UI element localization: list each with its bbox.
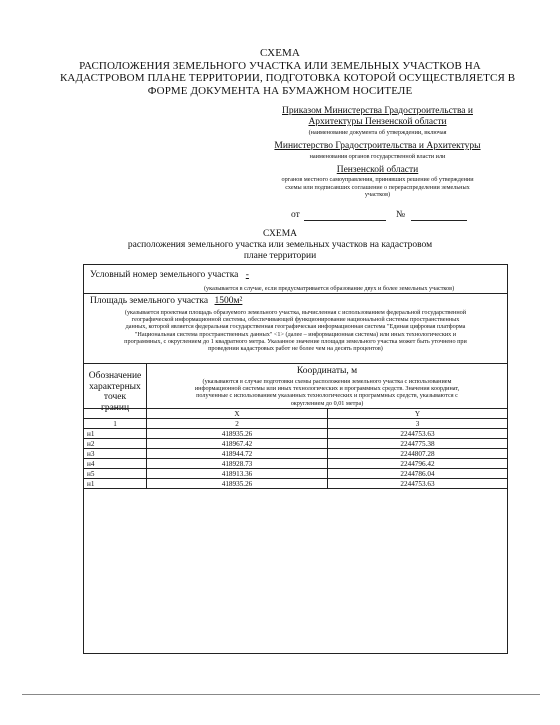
y-value: 2244786.04 [328, 469, 508, 479]
x-header: X [147, 409, 328, 419]
area-note: (указывается проектная площадь образуемого земельного участка, вычисленная с использованием федеральной государственной географической информационной системы, обеспечивающей функционирование национальной системы пространственных данных, которой является федеральная государственная географическая информационная система "Единая цифровая платформа "Национальная система пространственных данных" <1> (далее – информационная система) или иных технологических и программных, с округлением до 1 квадратного метра. Указанное значение площади земельного участка может быть уточнено при проведении кадастровых работ не более чем на десять процентов) [124, 309, 467, 353]
y-value: 2244807.28 [328, 449, 508, 459]
title-line: РАСПОЛОЖЕНИЯ ЗЕМЕЛЬНОГО УЧАСТКА ИЛИ ЗЕМЕЛЬНЫХ УЧАСТКОВ НА [79, 59, 481, 72]
region-name: Пензенской области [336, 165, 419, 176]
coords-table [83, 408, 508, 489]
conditional-number-label: Условный номер земельного участка - [90, 270, 249, 280]
order-line: Архитектуры Пензенской области [308, 117, 447, 127]
conditional-number-value: - [245, 270, 249, 280]
point-label: н4 [84, 459, 147, 469]
y-value: 2244753.63 [328, 479, 508, 489]
column-number: 2 [147, 419, 328, 429]
schema-line: расположения земельного участка или земельных участков на кадастровом [127, 240, 433, 250]
table-row [84, 459, 508, 469]
region-note: участков) [364, 190, 391, 198]
approval-block [250, 106, 505, 198]
y-value: 2244796.42 [328, 459, 508, 469]
schema-word: СХЕМА [262, 229, 298, 239]
schema-line: плане территории [243, 251, 317, 261]
title-line: КАДАСТРОВОМ ПЛАНЕ ТЕРРИТОРИИ, ПОДГОТОВКА КОТОРОЙ ОСУЩЕСТВЛЯЕТСЯ В [60, 72, 516, 84]
area-label: Площадь земельного участка 1500м² [90, 296, 243, 306]
order-line: Приказом Министерства Градостроительства и [282, 106, 473, 116]
x-value: 418935.26 [147, 479, 328, 489]
schema-title [60, 229, 500, 262]
coords-note: (указываются в случае подготовки схемы расположения земельного участка с использованием информационной системы или иных технологических и программных средств. Значения координат, полученные с использованием указанных технологических и программных средств, указываются с округлением до 0,01 метра) [194, 378, 460, 407]
x-value: 418935.26 [147, 429, 328, 439]
point-label: н2 [84, 439, 147, 449]
divider [84, 293, 507, 294]
date-prefix: от [291, 210, 300, 220]
title-word: СХЕМА [260, 47, 300, 59]
number-blank [411, 220, 467, 221]
region-note: органов местного самоуправления, принявших решение об утверждении [281, 176, 474, 184]
document-title [60, 47, 516, 97]
coords-title: Координаты, м [296, 366, 358, 376]
table-row [84, 419, 508, 429]
area-value: 1500м² [214, 296, 243, 306]
conditional-number-note: (указывается в случае, если предусматривается образование двух и более земельных участков) [204, 285, 455, 292]
column-number: 1 [84, 419, 147, 429]
coords-table-wrap [83, 408, 508, 489]
table-row [84, 439, 508, 449]
x-value: 418967.42 [147, 439, 328, 449]
page-bottom-rule [22, 694, 540, 695]
divider [84, 363, 507, 364]
x-value: 418913.36 [147, 469, 328, 479]
x-value: 418944.72 [147, 449, 328, 459]
table-row [84, 469, 508, 479]
title-line: ФОРМЕ ДОКУМЕНТА НА БУМАЖНОМ НОСИТЕЛЕ [147, 84, 413, 97]
form-box [83, 264, 508, 654]
y-value: 2244775.38 [328, 439, 508, 449]
x-value: 418928.73 [147, 459, 328, 469]
point-label: н5 [84, 469, 147, 479]
region-note: схемы или подписавших соглашение о перераспределении земельных [285, 183, 470, 191]
y-value: 2244753.63 [328, 429, 508, 439]
table-cell [84, 409, 147, 419]
ministry-note: наименования органов государственной власти или [309, 153, 446, 161]
point-label: н1 [84, 429, 147, 439]
ministry-name: Министерство Градостроительства и Архитектуры [274, 141, 481, 152]
table-row [84, 409, 508, 419]
order-note: (наименование документа об утверждении, включая [308, 129, 447, 136]
point-label: н3 [84, 449, 147, 459]
date-blank [304, 220, 386, 221]
table-row [84, 479, 508, 489]
number-sign: № [396, 210, 406, 220]
point-label: н1 [84, 479, 147, 489]
table-row [84, 429, 508, 439]
y-header: Y [328, 409, 508, 419]
column-number: 3 [328, 419, 508, 429]
points-header: Обозначение характерных точек границ [88, 371, 142, 413]
table-row [84, 449, 508, 459]
